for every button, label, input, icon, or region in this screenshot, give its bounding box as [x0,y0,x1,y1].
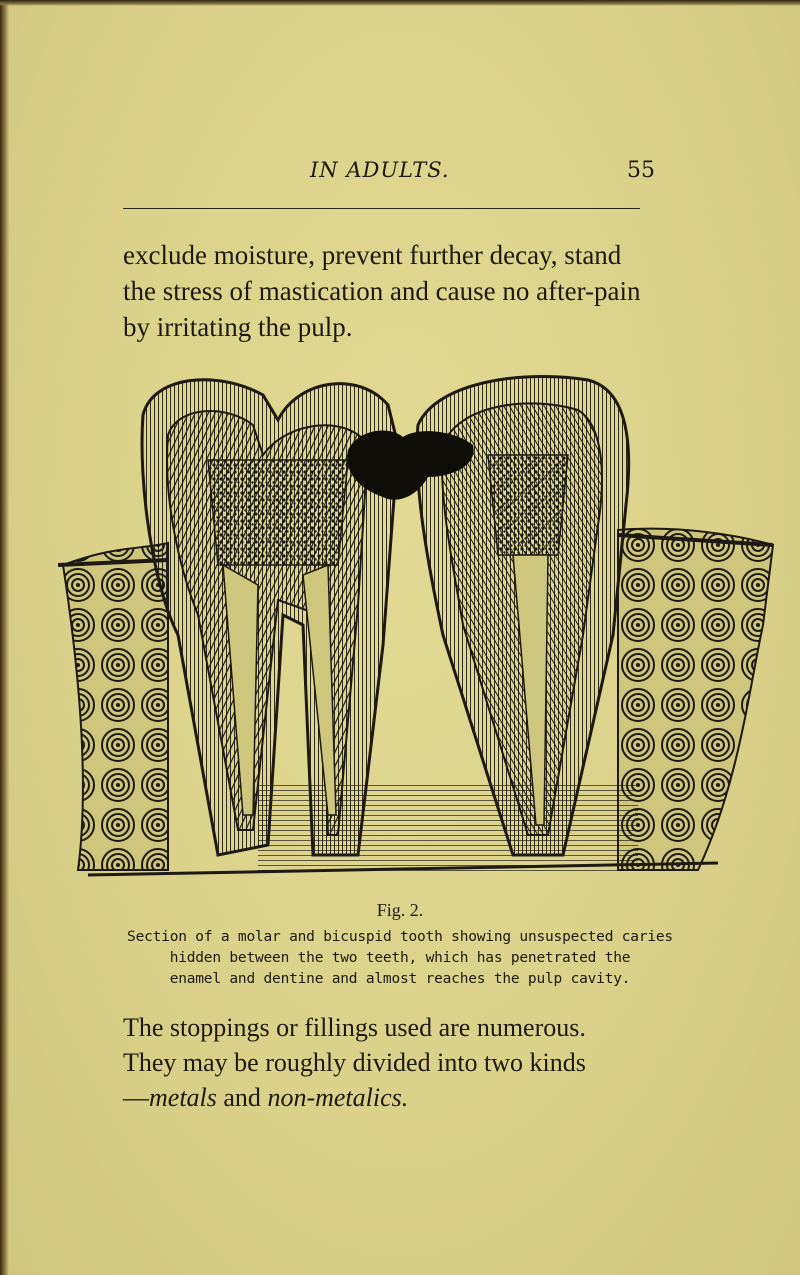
tooth-section-illustration [58,365,778,895]
term-metals: metals [149,1083,217,1112]
caption-line-3: enamel and dentine and almost reaches the pulp cavity. [169,971,631,987]
page-binding-edge [0,0,9,1275]
figure-label: Fig. 2. [376,900,424,920]
paragraph-1-line-2: the stress of mastication and cause no after-pain [123,276,641,306]
paragraph-2-line-3 [123,1080,663,1115]
running-head: IN ADULTS. [310,158,450,182]
paragraph-2 [123,1010,663,1115]
term-non-metalics: non-metalics. [267,1083,409,1112]
caption-line-2: hidden between the two teeth, which has penetrated the [169,950,631,966]
paragraph-1-line-1: exclude moisture, prevent further decay, stand [123,240,622,270]
conjunction: and [216,1083,268,1112]
paragraph-2-line-2: They may be roughly divided into two kinds [123,1048,586,1077]
paragraph-1-line-3: by irritating the pulp. [123,312,353,342]
em-dash: — [123,1083,149,1112]
header-rule [123,208,640,209]
paragraph-2-line-1: The stoppings or fillings used are numerous. [123,1013,586,1042]
figure-caption [100,927,700,990]
caption-line-1: Section of a molar and bicuspid tooth showing unsuspected caries [127,929,673,945]
paragraph-1 [123,237,663,345]
page-number: 55 [627,158,655,183]
page-top-edge [0,0,800,6]
